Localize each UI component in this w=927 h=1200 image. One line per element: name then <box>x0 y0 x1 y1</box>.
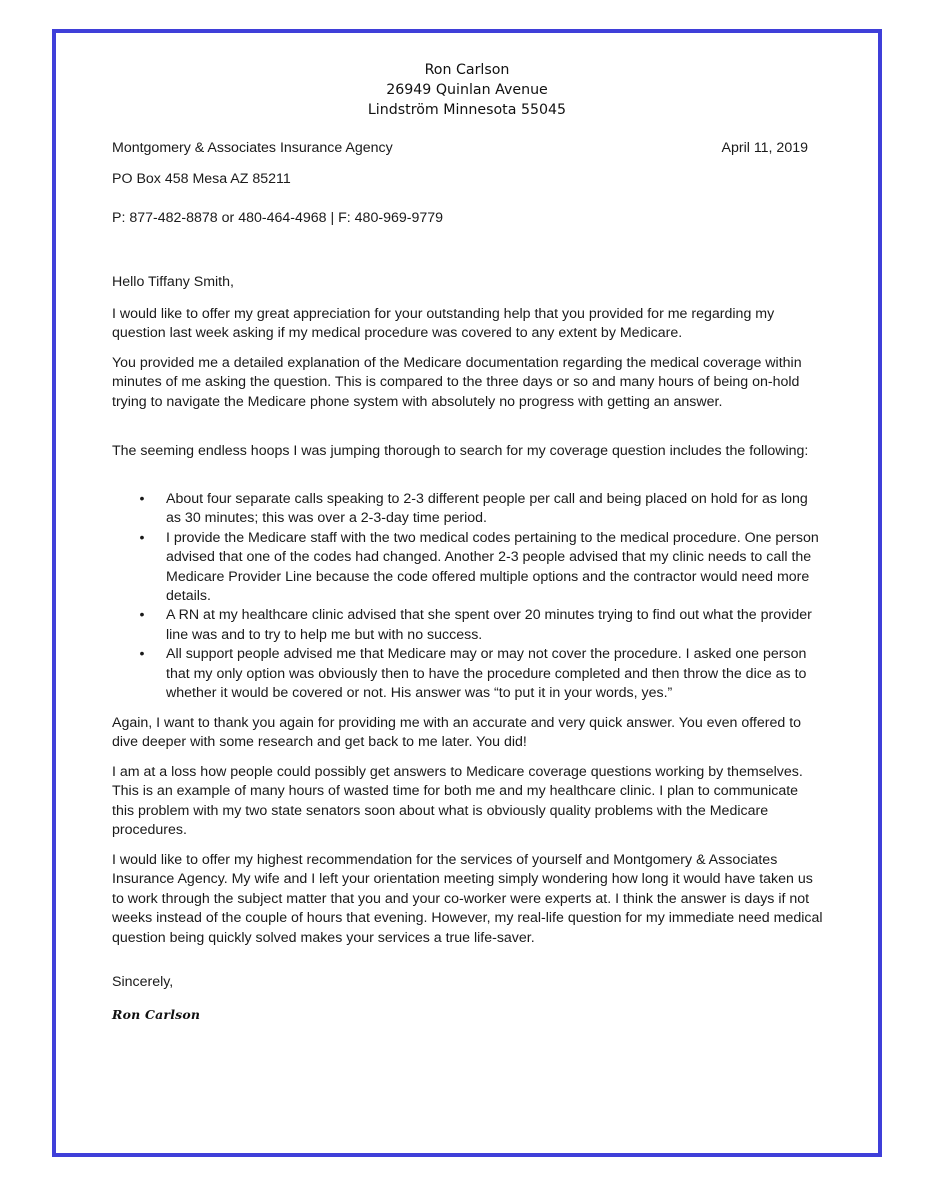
list-item-text: A RN at my healthcare clinic advised that she spent over 20 minutes trying to find out what the provider line was and to try to help me but with no success. <box>166 607 812 643</box>
paragraph-appreciation: I would like to offer my great appreciation for your outstanding help that you provided for me regarding my question last week asking if my medical procedure was covered to any extent by Medicare. <box>112 306 775 342</box>
hoops-list <box>112 490 824 703</box>
list-item-text: All support people advised me that Medicare may or may not cover the procedure. I asked one person that my only option was obviously then to have the procedure completed and then throw the dice as to whether it would be covered or not. His answer was “to put it in your words, yes.” <box>166 646 807 702</box>
sender-street: 26949 Quinlan Avenue <box>386 82 548 98</box>
recipient-phones: P: 877-482-8878 or 480-464-4968 | F: 480-969-9779 <box>112 210 444 226</box>
sender-name: Ron Carlson <box>424 62 510 78</box>
recipient-address: PO Box 458 Mesa AZ 85211 <box>112 171 291 187</box>
salutation: Hello Tiffany Smith, <box>112 274 234 290</box>
paragraph-hoops: The seeming endless hoops I was jumping thorough to search for my coverage question includes the following: <box>112 443 809 459</box>
list-item-text: I provide the Medicare staff with the two medical codes pertaining to the medical procedure. One person advised that one of the codes had changed. Another 2-3 people advised that my clinic needs to call the Medicare Provider Line because the code offered multiple options and the contractor would need more details. <box>166 529 819 605</box>
list-item <box>112 490 824 529</box>
paragraph-thanks: Again, I want to thank you again for providing me with an accurate and very quick answer. You even offered to dive deeper with some research and get back to me later. You did! <box>112 715 802 751</box>
list-item <box>112 529 824 607</box>
signature: Ron Carlson <box>112 1007 201 1022</box>
list-item <box>112 645 824 703</box>
bullet-icon: • <box>139 491 145 507</box>
sender-address-block <box>56 60 878 120</box>
recipient-agency: Montgomery & Associates Insurance Agency <box>112 140 393 156</box>
list-item <box>112 606 824 645</box>
list-item-text: About four separate calls speaking to 2-3 different people per call and being placed on hold for as long as 30 minutes; this was over a 2-3-day time period. <box>166 491 808 527</box>
paragraph-loss: I am at a loss how people could possibly get answers to Medicare coverage questions working by themselves. This is an example of many hours of wasted time for both me and my healthcare clinic. I plan to communicate this problem with my two state senators soon about what is obviously quality problems with the Medicare procedures. <box>112 764 803 839</box>
paragraph-recommendation: I would like to offer my highest recommendation for the services of yourself and Montgomery & Associates Insurance Agency. My wife and I left your orientation meeting simply wondering how long it would have taken us to work through the subject matter that you and your co-worker were experts at. I think the answer is days if not weeks instead of the couple of hours that evening. However, my real-life question for my immediate need medical question being quickly solved makes your services a true life-saver. <box>112 852 823 946</box>
letter-date: April 11, 2019 <box>721 140 808 156</box>
paragraph-explanation: You provided me a detailed explanation of the Medicare documentation regarding the medical coverage within minutes of me asking the question. This is compared to the three days or so and many hours of being on-hold trying to navigate the Medicare phone system with absolutely no progress with getting an answer. <box>112 355 802 410</box>
bullet-icon: • <box>139 607 145 624</box>
bullet-icon: • <box>139 646 145 663</box>
closing: Sincerely, <box>112 974 174 990</box>
sender-city: Lindström Minnesota 55045 <box>367 102 567 118</box>
letter-page <box>52 29 882 1157</box>
bullet-icon: • <box>139 529 145 546</box>
